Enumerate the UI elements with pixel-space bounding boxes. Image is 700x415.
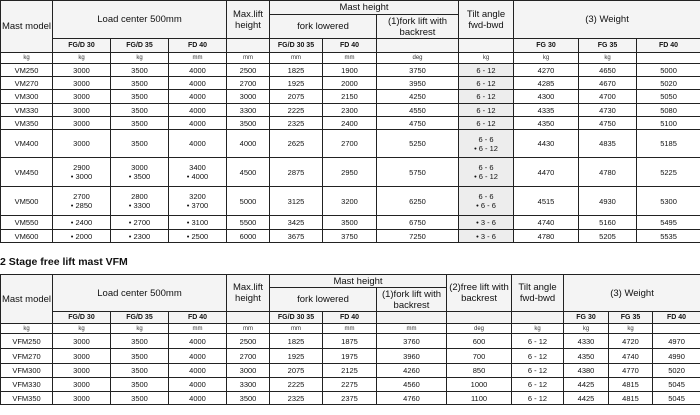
table-cell: 6 - 12 bbox=[459, 90, 514, 104]
model-cell: VM550 bbox=[1, 216, 53, 230]
model-cell: VM270 bbox=[1, 77, 53, 90]
table-cell: • 2400 bbox=[53, 216, 111, 230]
table-cell: 5045 bbox=[653, 378, 700, 392]
sub-header: FD 40 bbox=[169, 312, 227, 324]
unit-cell: kg bbox=[1, 324, 53, 334]
table-row bbox=[1, 349, 700, 364]
fork-lowered-header: fork lowered bbox=[270, 15, 377, 39]
table-cell: 2275 bbox=[323, 378, 377, 392]
table-cell: 3000 bbox=[53, 77, 111, 90]
table-cell: 4650 bbox=[579, 64, 637, 77]
table-cell: 4560 bbox=[377, 378, 447, 392]
table-cell: 3125 bbox=[270, 187, 323, 216]
unit-cell: kg bbox=[1, 53, 53, 64]
table-cell: 4730 bbox=[579, 104, 637, 117]
table-cell: 2700 bbox=[227, 349, 270, 364]
table-cell: 5000 bbox=[637, 64, 700, 77]
table-cell: 3500 bbox=[111, 90, 169, 104]
unit-cell: mm bbox=[169, 324, 227, 334]
table-cell: 5300 bbox=[637, 187, 700, 216]
table-cell: 6 - 12 bbox=[512, 392, 564, 405]
table-cell: 4835 bbox=[579, 130, 637, 158]
table-row bbox=[1, 130, 700, 158]
table-cell: 2225 bbox=[270, 378, 323, 392]
table-row bbox=[1, 334, 700, 349]
unit-cell: kg bbox=[53, 324, 111, 334]
sub-header bbox=[447, 312, 512, 324]
table-cell: 5080 bbox=[637, 104, 700, 117]
table-cell: 4000 bbox=[169, 378, 227, 392]
unit-cell: kg bbox=[514, 53, 579, 64]
table-cell: 3000 bbox=[53, 364, 111, 378]
model-cell: VM500 bbox=[1, 187, 53, 216]
table-cell: 5250 bbox=[377, 130, 459, 158]
unit-cell: mm bbox=[323, 53, 377, 64]
table-row bbox=[1, 230, 700, 243]
unit-cell: kg bbox=[53, 53, 111, 64]
unit-cell: mm bbox=[323, 324, 377, 334]
table-cell: 6 - 12 bbox=[459, 64, 514, 77]
table-cell: 4285 bbox=[514, 77, 579, 90]
table-cell: • 2300 bbox=[111, 230, 169, 243]
table-cell: 4740 bbox=[514, 216, 579, 230]
table-row bbox=[1, 77, 700, 90]
model-cell: VM600 bbox=[1, 230, 53, 243]
table-cell: 6 - 12 bbox=[512, 334, 564, 349]
table-cell: 5020 bbox=[637, 77, 700, 90]
unit-cell: deg bbox=[377, 53, 459, 64]
table-cell: 4270 bbox=[514, 64, 579, 77]
table-cell: • 2000 bbox=[53, 230, 111, 243]
unit-cell: mm bbox=[377, 324, 447, 334]
table-cell: 2500 bbox=[227, 64, 270, 77]
table-cell: 4300 bbox=[514, 90, 579, 104]
model-cell: VFM300 bbox=[1, 364, 53, 378]
table-cell: 4720 bbox=[609, 334, 653, 349]
sub-header: FG/D 30 35 bbox=[270, 39, 323, 53]
table-cell: 3000 • 3500 bbox=[111, 158, 169, 187]
table-cell: 6 - 12 bbox=[512, 378, 564, 392]
table-cell: 2375 bbox=[323, 392, 377, 405]
table-cell: 2700 bbox=[227, 77, 270, 90]
unit-cell: mm bbox=[227, 324, 270, 334]
load-center-header: Load center 500mm bbox=[53, 275, 227, 312]
sub-header: FG 35 bbox=[609, 312, 653, 324]
table-cell: 1975 bbox=[323, 349, 377, 364]
fork-lowered-header: fork lowered bbox=[270, 288, 377, 312]
model-cell: VM350 bbox=[1, 117, 53, 130]
table-cell: 850 bbox=[447, 364, 512, 378]
table-cell: 3000 bbox=[53, 334, 111, 349]
sub-header: FD 40 bbox=[323, 312, 377, 324]
table-cell: 6 - 6 • 6 - 6 bbox=[459, 187, 514, 216]
table-cell: 3425 bbox=[270, 216, 323, 230]
unit-cell: mm bbox=[169, 53, 227, 64]
table-cell: 3000 bbox=[53, 64, 111, 77]
table-cell: 3000 bbox=[227, 364, 270, 378]
table-cell: 3000 bbox=[53, 90, 111, 104]
table-cell: 4700 bbox=[579, 90, 637, 104]
section-title: 2 Stage free lift mast VFM bbox=[0, 256, 128, 268]
table-cell: 4000 bbox=[169, 90, 227, 104]
unit-cell: deg bbox=[447, 324, 512, 334]
table-cell: 2300 bbox=[323, 104, 377, 117]
table-cell: 3960 bbox=[377, 349, 447, 364]
table-cell: 6 - 6 • 6 - 12 bbox=[459, 130, 514, 158]
table-cell: 5050 bbox=[637, 90, 700, 104]
table-cell: 4000 bbox=[169, 130, 227, 158]
table-cell: 6000 bbox=[227, 230, 270, 243]
free-lift-header: (2)free lift with backrest bbox=[447, 275, 512, 312]
table-row bbox=[1, 392, 700, 405]
table-cell: 3500 bbox=[227, 392, 270, 405]
table-cell: 4250 bbox=[377, 90, 459, 104]
tilt-header: Tilt angle fwd-bwd bbox=[512, 275, 564, 312]
table-cell: 2400 bbox=[323, 117, 377, 130]
table-row bbox=[1, 104, 700, 117]
table-cell: 3000 bbox=[53, 117, 111, 130]
table-cell: 4670 bbox=[579, 77, 637, 90]
table-cell: 2000 bbox=[323, 77, 377, 90]
units-row bbox=[1, 324, 700, 334]
unit-cell: kg bbox=[564, 324, 609, 334]
table-cell: 700 bbox=[447, 349, 512, 364]
sub-header: FG 35 bbox=[579, 39, 637, 53]
table-cell: 2900 • 3000 bbox=[53, 158, 111, 187]
table-cell: 4350 bbox=[564, 349, 609, 364]
table-cell: 4500 bbox=[227, 158, 270, 187]
table-cell: 4780 bbox=[579, 158, 637, 187]
model-cell: VM300 bbox=[1, 90, 53, 104]
sub-header: FG/D 35 bbox=[111, 39, 169, 53]
model-cell: VFM350 bbox=[1, 392, 53, 405]
table-cell: 5225 bbox=[637, 158, 700, 187]
sub-header: FD 40 bbox=[653, 312, 700, 324]
table-cell: 4260 bbox=[377, 364, 447, 378]
table-cell: 4000 bbox=[169, 334, 227, 349]
table-cell: 2800 • 3300 bbox=[111, 187, 169, 216]
table-cell: • 2700 bbox=[111, 216, 169, 230]
table-cell: 4815 bbox=[609, 392, 653, 405]
table-cell: 5045 bbox=[653, 392, 700, 405]
table-cell: 6 - 12 bbox=[459, 77, 514, 90]
sub-header bbox=[227, 312, 270, 324]
sub-header: FG/D 30 35 bbox=[270, 312, 323, 324]
table-cell: 1825 bbox=[270, 334, 323, 349]
table-cell: 3500 bbox=[323, 216, 377, 230]
unit-cell: kg bbox=[609, 324, 653, 334]
table-row bbox=[1, 187, 700, 216]
table-cell: 4990 bbox=[653, 349, 700, 364]
table-cell: 3300 bbox=[227, 104, 270, 117]
sub-header bbox=[459, 39, 514, 53]
table-cell: 4550 bbox=[377, 104, 459, 117]
sub-header bbox=[227, 39, 270, 53]
table-cell: 6250 bbox=[377, 187, 459, 216]
model-cell: VM250 bbox=[1, 64, 53, 77]
table-cell: 3200 bbox=[323, 187, 377, 216]
table-cell: • 3 - 6 bbox=[459, 216, 514, 230]
table-cell: 6 - 12 bbox=[459, 117, 514, 130]
table-cell: 4000 bbox=[169, 349, 227, 364]
table-cell: 3500 bbox=[227, 117, 270, 130]
table-cell: 5160 bbox=[579, 216, 637, 230]
model-cell: VFM250 bbox=[1, 334, 53, 349]
mast-spec-table-vfm bbox=[0, 274, 700, 405]
table-cell: 2075 bbox=[270, 364, 323, 378]
table-cell: 3000 bbox=[53, 378, 111, 392]
table-cell: 3500 bbox=[111, 130, 169, 158]
table-cell: 2225 bbox=[270, 104, 323, 117]
mast-height-header: Mast height bbox=[270, 275, 447, 288]
weight-header: (3) Weight bbox=[564, 275, 700, 312]
table-cell: 1900 bbox=[323, 64, 377, 77]
table-cell: 3500 bbox=[111, 334, 169, 349]
model-cell: VFM330 bbox=[1, 378, 53, 392]
model-cell: VM450 bbox=[1, 158, 53, 187]
unit-cell: mm bbox=[270, 324, 323, 334]
table-cell: 2125 bbox=[323, 364, 377, 378]
table-cell: 4930 bbox=[579, 187, 637, 216]
table-cell: 4515 bbox=[514, 187, 579, 216]
table-cell: 600 bbox=[447, 334, 512, 349]
table-cell: 2950 bbox=[323, 158, 377, 187]
table-cell: 4000 bbox=[169, 104, 227, 117]
table-cell: 4380 bbox=[564, 364, 609, 378]
table-cell: 3500 bbox=[111, 117, 169, 130]
unit-cell: kg bbox=[579, 53, 637, 64]
table-row bbox=[1, 117, 700, 130]
unit-cell: kg bbox=[111, 53, 169, 64]
unit-cell: kg bbox=[459, 53, 514, 64]
table-cell: 4430 bbox=[514, 130, 579, 158]
table-cell: 3000 bbox=[53, 349, 111, 364]
table-cell: 6 - 12 bbox=[512, 349, 564, 364]
table-cell: 1925 bbox=[270, 77, 323, 90]
table-cell: 5750 bbox=[377, 158, 459, 187]
table-row bbox=[1, 90, 700, 104]
table-cell: 4350 bbox=[514, 117, 579, 130]
sub-header: FD 40 bbox=[323, 39, 377, 53]
table-cell: 4000 bbox=[169, 77, 227, 90]
table-row bbox=[1, 378, 700, 392]
table-cell: 3000 bbox=[53, 392, 111, 405]
table-cell: 4000 bbox=[169, 117, 227, 130]
table-cell: 5500 bbox=[227, 216, 270, 230]
table-cell: 4000 bbox=[169, 392, 227, 405]
model-cell: VFM270 bbox=[1, 349, 53, 364]
sub-header bbox=[377, 39, 459, 53]
table-cell: 3500 bbox=[111, 378, 169, 392]
table-cell: 4815 bbox=[609, 378, 653, 392]
table-cell: 7250 bbox=[377, 230, 459, 243]
table-row bbox=[1, 364, 700, 378]
table-cell: 6750 bbox=[377, 216, 459, 230]
table-cell: 4970 bbox=[653, 334, 700, 349]
table-cell: 4425 bbox=[564, 392, 609, 405]
table-cell: • 3100 bbox=[169, 216, 227, 230]
table-cell: 4750 bbox=[377, 117, 459, 130]
table-cell: 4760 bbox=[377, 392, 447, 405]
sub-header: FD 40 bbox=[169, 39, 227, 53]
table-cell: 3500 bbox=[111, 104, 169, 117]
table-cell: 3000 bbox=[53, 104, 111, 117]
table-cell: 4000 bbox=[169, 364, 227, 378]
tilt-header: Tilt angle fwd-bwd bbox=[459, 1, 514, 39]
table-cell: 2700 bbox=[323, 130, 377, 158]
table-cell: 1000 bbox=[447, 378, 512, 392]
table-cell: 5020 bbox=[653, 364, 700, 378]
table-cell: 5000 bbox=[227, 187, 270, 216]
mast-model-header: Mast model bbox=[1, 275, 53, 324]
table-cell: 3000 bbox=[53, 130, 111, 158]
table-cell: • 3 - 6 bbox=[459, 230, 514, 243]
table-cell: • 2500 bbox=[169, 230, 227, 243]
table-cell: 3675 bbox=[270, 230, 323, 243]
table-cell: 2075 bbox=[270, 90, 323, 104]
table-cell: 1100 bbox=[447, 392, 512, 405]
table-cell: 6 - 12 bbox=[512, 364, 564, 378]
table-cell: 3500 bbox=[111, 349, 169, 364]
table-cell: 4750 bbox=[579, 117, 637, 130]
table-cell: 6 - 12 bbox=[459, 104, 514, 117]
model-cell: VM400 bbox=[1, 130, 53, 158]
table-cell: 3200 • 3700 bbox=[169, 187, 227, 216]
table-cell: 4335 bbox=[514, 104, 579, 117]
table-cell: 3500 bbox=[111, 364, 169, 378]
unit-cell: mm bbox=[227, 53, 270, 64]
table-cell: 3760 bbox=[377, 334, 447, 349]
table-cell: 4000 bbox=[169, 64, 227, 77]
table-cell: 5535 bbox=[637, 230, 700, 243]
weight-header: (3) Weight bbox=[514, 1, 700, 39]
mast-model-header: Mast model bbox=[1, 1, 53, 53]
table-cell: 3500 bbox=[111, 392, 169, 405]
table-cell: 1925 bbox=[270, 349, 323, 364]
table-cell: 2700 • 2850 bbox=[53, 187, 111, 216]
table-cell: 3750 bbox=[377, 64, 459, 77]
max-lift-header: Max.lift height bbox=[227, 1, 270, 39]
table-cell: 4770 bbox=[609, 364, 653, 378]
sub-header: FG/D 30 bbox=[53, 39, 111, 53]
sub-header: FG/D 35 bbox=[111, 312, 169, 324]
load-center-header: Load center 500mm bbox=[53, 1, 227, 39]
table-cell: 5100 bbox=[637, 117, 700, 130]
table-cell: 2150 bbox=[323, 90, 377, 104]
table-cell: 3500 bbox=[111, 77, 169, 90]
fork-backrest-header: (1)fork lift with backrest bbox=[377, 15, 459, 39]
table-cell: 1875 bbox=[323, 334, 377, 349]
table-cell: 2325 bbox=[270, 392, 323, 405]
fork-backrest-header: (1)fork lift with backrest bbox=[377, 288, 447, 312]
table-cell: 5205 bbox=[579, 230, 637, 243]
sub-header bbox=[512, 312, 564, 324]
units-row bbox=[1, 53, 700, 64]
table-cell: 4000 bbox=[227, 130, 270, 158]
table-row bbox=[1, 158, 700, 187]
sub-header: FG 30 bbox=[564, 312, 609, 324]
max-lift-header: Max.lift height bbox=[227, 275, 270, 312]
unit-cell: kg bbox=[512, 324, 564, 334]
table-cell: 2325 bbox=[270, 117, 323, 130]
table-row bbox=[1, 216, 700, 230]
table-body bbox=[1, 334, 700, 405]
unit-cell: mm bbox=[270, 53, 323, 64]
table-cell: 4470 bbox=[514, 158, 579, 187]
model-cell: VM330 bbox=[1, 104, 53, 117]
table-cell: 2875 bbox=[270, 158, 323, 187]
table-cell: 3000 bbox=[227, 90, 270, 104]
table-cell: 3300 bbox=[227, 378, 270, 392]
mast-height-header: Mast height bbox=[270, 1, 459, 15]
table-cell: 2500 bbox=[227, 334, 270, 349]
table-body bbox=[1, 64, 700, 243]
table-cell: 2625 bbox=[270, 130, 323, 158]
table-cell: 4780 bbox=[514, 230, 579, 243]
table-cell: 4330 bbox=[564, 334, 609, 349]
table-cell: 6 - 6 • 6 - 12 bbox=[459, 158, 514, 187]
table-cell: 5185 bbox=[637, 130, 700, 158]
sub-header: FD 40 bbox=[637, 39, 700, 53]
table-cell: 3750 bbox=[323, 230, 377, 243]
sub-header bbox=[377, 312, 447, 324]
table-cell: 3950 bbox=[377, 77, 459, 90]
table-cell: 3500 bbox=[111, 64, 169, 77]
table-cell: 4740 bbox=[609, 349, 653, 364]
sub-header: FG 30 bbox=[514, 39, 579, 53]
table-cell: 4425 bbox=[564, 378, 609, 392]
table-cell: 3400 • 4000 bbox=[169, 158, 227, 187]
table-row bbox=[1, 64, 700, 77]
unit-cell: kg bbox=[111, 324, 169, 334]
sub-header: FG/D 30 bbox=[53, 312, 111, 324]
table-cell: 1825 bbox=[270, 64, 323, 77]
table-cell: 5495 bbox=[637, 216, 700, 230]
